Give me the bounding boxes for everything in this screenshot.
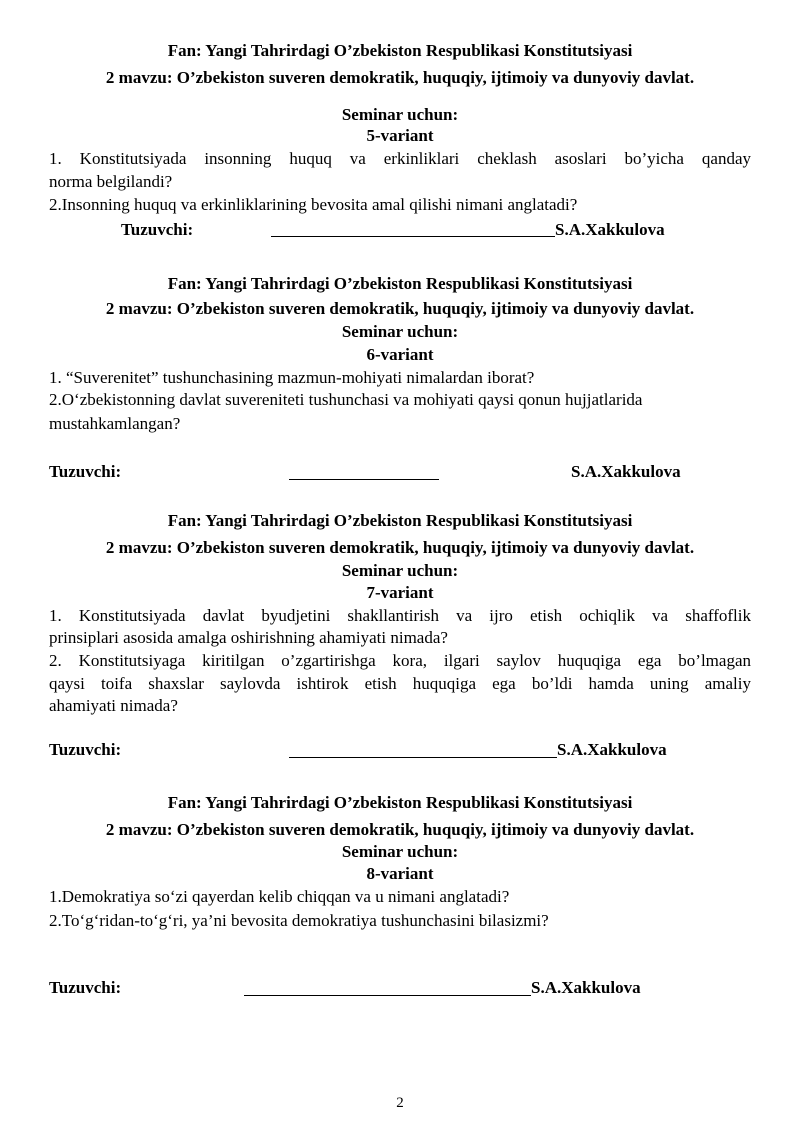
- subject-heading: Fan: Yangi Tahrirdagi O’zbekiston Respublikasi Konstitutsiyasi: [167, 511, 633, 530]
- question-line: 2. Konstitutsiyaga kiritilgan o’zgartirishga kora, ilgari saylov huquqiga ega bo’lmagan: [49, 651, 751, 670]
- question-line: 1. Konstitutsiyada davlat byudjetini shakllantirish va ijro etish ochiqlik va shaffoflik: [49, 606, 751, 625]
- variant-label: 7-variant: [366, 583, 434, 602]
- author-label: Tuzuvchi:: [121, 220, 194, 239]
- question-line: ahamiyati nimada?: [49, 696, 178, 715]
- subject-heading: Fan: Yangi Tahrirdagi O’zbekiston Respublikasi Konstitutsiyasi: [167, 793, 633, 812]
- variant-label: 5-variant: [366, 126, 434, 145]
- author-name: S.A.Xakkulova: [531, 978, 641, 997]
- seminar-label: Seminar uchun:: [341, 322, 459, 341]
- author-name: S.A.Xakkulova: [557, 740, 667, 759]
- subject-heading: Fan: Yangi Tahrirdagi O’zbekiston Respublikasi Konstitutsiyasi: [167, 41, 633, 60]
- author-name: S.A.Xakkulova: [555, 220, 665, 239]
- seminar-label: Seminar uchun:: [341, 105, 459, 124]
- question-line: 2.Insonning huquq va erkinliklarining bevosita amal qilishi nimani anglatadi?: [49, 195, 578, 214]
- author-label: Tuzuvchi:: [49, 978, 122, 997]
- question-line: 2.O‘zbekistonning davlat suvereniteti tushunchasi va mohiyati qaysi qonun hujjatlarida: [49, 390, 643, 409]
- topic-heading: 2 mavzu: O’zbekiston suveren demokratik, huquqiy, ijtimoiy va dunyoviy davlat.: [105, 538, 695, 557]
- question-line: 2.To‘g‘ridan-to‘g‘ri, ya’ni bevosita demokratiya tushunchasini bilasizmi?: [49, 911, 549, 930]
- subject-heading: Fan: Yangi Tahrirdagi O’zbekiston Respublikasi Konstitutsiyasi: [167, 274, 633, 293]
- question-line: mustahkamlangan?: [49, 414, 181, 433]
- question-line: 1.Demokratiya so‘zi qayerdan kelib chiqqan va u nimani anglatadi?: [49, 887, 510, 906]
- seminar-label: Seminar uchun:: [341, 842, 459, 861]
- signature-line: [289, 479, 439, 480]
- topic-heading: 2 mavzu: O’zbekiston suveren demokratik, huquqiy, ijtimoiy va dunyoviy davlat.: [105, 68, 695, 87]
- signature-line: [271, 236, 555, 237]
- question-line: qaysi toifa shaxslar saylovda ishtirok etish huquqiga ega bo’ldi hamda uning amaliy: [49, 674, 751, 693]
- topic-heading: 2 mavzu: O’zbekiston suveren demokratik, huquqiy, ijtimoiy va dunyoviy davlat.: [105, 299, 695, 318]
- author-name: S.A.Xakkulova: [571, 462, 681, 481]
- signature-line: [289, 757, 557, 758]
- author-label: Tuzuvchi:: [49, 740, 122, 759]
- question-line: prinsiplari asosida amalga oshirishning ahamiyati nimada?: [49, 628, 448, 647]
- question-line: 1. “Suverenitet” tushunchasining mazmun-mohiyati nimalardan iborat?: [49, 368, 535, 387]
- seminar-label: Seminar uchun:: [341, 561, 459, 580]
- signature-line: [244, 995, 531, 996]
- page-number: 2: [396, 1095, 404, 1111]
- variant-label: 6-variant: [366, 345, 434, 364]
- question-line: norma belgilandi?: [49, 172, 173, 191]
- topic-heading: 2 mavzu: O’zbekiston suveren demokratik, huquqiy, ijtimoiy va dunyoviy davlat.: [105, 820, 695, 839]
- variant-label: 8-variant: [366, 864, 434, 883]
- question-line: 1. Konstitutsiyada insonning huquq va erkinliklari cheklash asoslari bo’yicha qanday: [49, 149, 751, 168]
- author-label: Tuzuvchi:: [49, 462, 122, 481]
